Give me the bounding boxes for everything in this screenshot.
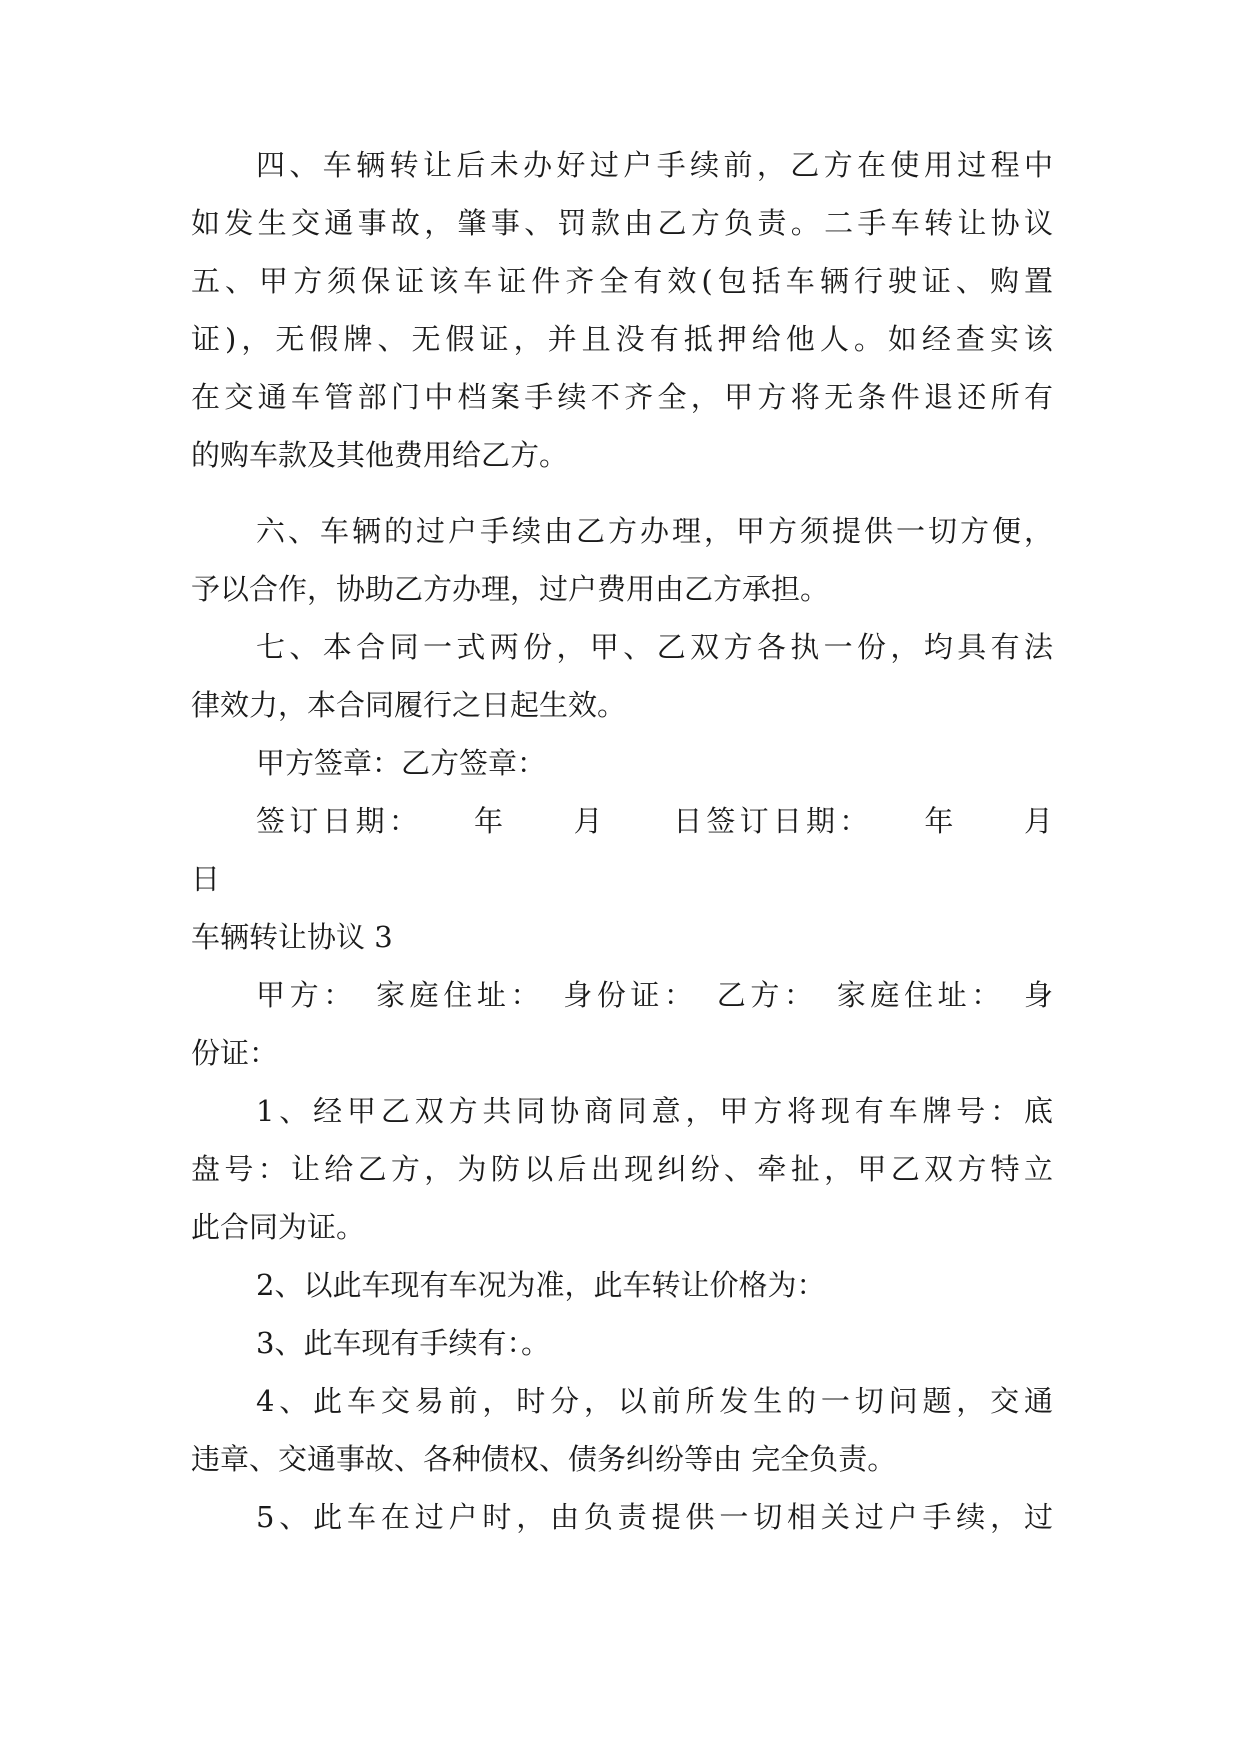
signing-date-line: 签订日期： 年 月 日签订日期： 年 月 bbox=[256, 804, 1053, 838]
text-line: 证)，无假牌、无假证，并且没有抵押给他人。如经查实该 bbox=[191, 322, 1053, 356]
section-title: 车辆转让协议 3 bbox=[191, 920, 393, 954]
text-line: 4、此车交易前，时分，以前所发生的一切问题，交通 bbox=[256, 1384, 1053, 1418]
signature-line: 甲方签章：乙方签章： bbox=[256, 746, 547, 780]
text-line: 日 bbox=[191, 862, 221, 896]
text-line: 2、以此车现有车况为准，此车转让价格为： bbox=[256, 1268, 826, 1302]
text-line: 3、此车现有手续有：。 bbox=[256, 1326, 550, 1360]
text-line: 如发生交通事故，肇事、罚款由乙方负责。二手车转让协议 bbox=[191, 206, 1053, 240]
text-line: 六、车辆的过户手续由乙方办理，甲方须提供一切方便， bbox=[256, 514, 1053, 548]
text-line: 的购车款及其他费用给乙方。 bbox=[191, 438, 569, 472]
text-line: 盘号：让给乙方，为防以后出现纠纷、牵扯，甲乙双方特立 bbox=[191, 1152, 1053, 1186]
text-line: 1、经甲乙双方共同协商同意，甲方将现有车牌号：底 bbox=[256, 1094, 1053, 1128]
text-line: 在交通车管部门中档案手续不齐全，甲方将无条件退还所有 bbox=[191, 380, 1053, 414]
text-line: 违章、交通事故、各种债权、债务纠纷等由 完全负责。 bbox=[191, 1442, 897, 1476]
text-line: 此合同为证。 bbox=[191, 1210, 366, 1244]
text-line: 5、此车在过户时，由负责提供一切相关过户手续，过 bbox=[256, 1500, 1053, 1534]
party-info-line: 甲方： 家庭住址： 身份证： 乙方： 家庭住址： 身 bbox=[256, 978, 1053, 1012]
text-line: 七、本合同一式两份，甲、乙双方各执一份，均具有法 bbox=[256, 630, 1053, 664]
text-line: 律效力，本合同履行之日起生效。 bbox=[191, 688, 627, 722]
text-line: 四、车辆转让后未办好过户手续前，乙方在使用过程中 bbox=[256, 148, 1053, 182]
text-line: 五、甲方须保证该车证件齐全有效(包括车辆行驶证、购置 bbox=[191, 264, 1053, 298]
text-line: 份证： bbox=[191, 1036, 279, 1070]
text-line: 予以合作，协助乙方办理，过户费用由乙方承担。 bbox=[191, 572, 830, 606]
